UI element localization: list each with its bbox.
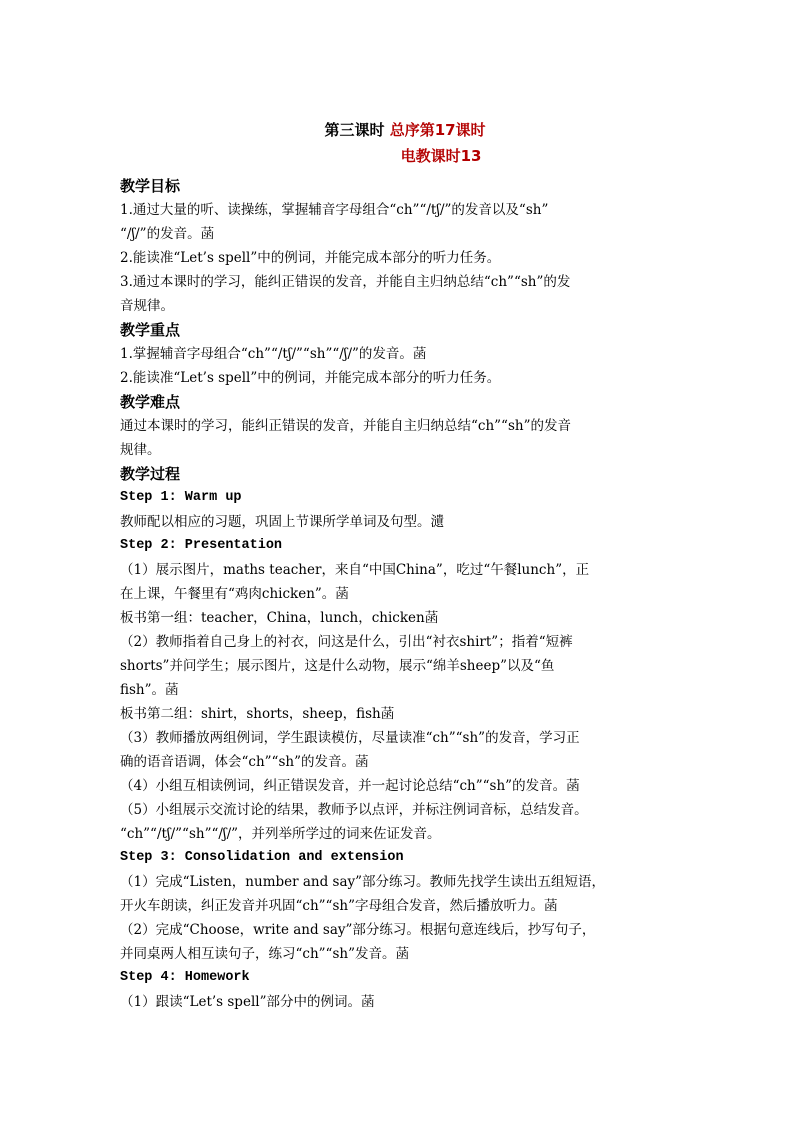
step-heading: Step 1: Warm up — [120, 490, 242, 505]
text-line: 通过本课时的学习，能纠正错误的发音，并能自主归纳总结“ch”“sh”的发音 — [120, 418, 571, 434]
text-line: （1）跟读“Let’s spell”部分中的例词。菡 — [120, 994, 375, 1010]
text-line: 在上课，午餐里有“鸡肉chicken”。菡 — [120, 586, 349, 602]
text-line: （2）完成“Choose，write and say”部分练习。根据句意连线后，抄写句子， — [120, 922, 596, 938]
text-line: （1）完成“Listen，number and say”部分练习。教师先找学生读出五组短语， — [120, 874, 606, 890]
text-line: 板书第二组：shirt，shorts，sheep，fish菡 — [120, 706, 395, 722]
text-line: 1.掌握辅音字母组合“ch”“/tʃ/”“sh”“/ʃ/”的发音。菡 — [120, 346, 427, 362]
text-line: 教师配以相应的习题，巩固上节课所学单词及句型。瀢 — [120, 514, 444, 530]
lesson-label: 第三课时 — [324, 121, 385, 139]
text-line: （1）展示图片，maths teacher，来自“中国China”，吃过“午餐lunch”，正 — [120, 562, 590, 578]
text-line: 1.通过大量的听、读操练，掌握辅音字母组合“ch”“/tʃ/”的发音以及“sh” — [120, 202, 549, 218]
text-line: （3）教师播放两组例词，学生跟读模仿，尽量读准“ch”“sh”的发音，学习正 — [120, 730, 580, 746]
step-heading: Step 4: Homework — [120, 970, 250, 985]
text-line: 2.能读准“Let’s spell”中的例词，并能完成本部分的听力任务。 — [120, 250, 501, 266]
text-line: （2）教师指着自己身上的衬衣，问这是什么，引出“衬衣shirt”；指着“短裤 — [120, 634, 573, 650]
text-line: 并同桌两人相互读句子，练习“ch”“sh”发音。菡 — [120, 946, 409, 962]
text-line: 板书第一组：teacher，China，lunch，chicken菡 — [120, 610, 439, 626]
text-line: 规律。 — [120, 442, 161, 458]
section-heading: 教学过程 — [120, 465, 181, 483]
step-heading: Step 3: Consolidation and extension — [120, 850, 404, 865]
media-lesson-label: 电教课时13 — [400, 147, 482, 165]
step-heading: Step 2: Presentation — [120, 538, 283, 553]
document-body — [120, 174, 680, 1014]
lesson-title — [0, 120, 794, 140]
text-line: “/ʃ/”的发音。菡 — [120, 226, 215, 242]
text-line: （5）小组展示交流讨论的结果，教师予以点评，并标注例词音标，总结发音。 — [120, 802, 588, 818]
text-line: 确的语音语调，体会“ch”“sh”的发音。菡 — [120, 754, 369, 770]
text-line: “ch”“/tʃ/”“sh”“/ʃ/”，并列举所学过的词来佐证发音。 — [120, 826, 441, 842]
text-line: 开火车朗读，纠正发音并巩固“ch”“sh”字母组合发音，然后播放听力。菡 — [120, 898, 558, 914]
text-line: fish”。菡 — [120, 682, 179, 698]
text-line: 2.能读准“Let’s spell”中的例词，并能完成本部分的听力任务。 — [120, 370, 501, 386]
text-line: shorts”并问学生；展示图片，这是什么动物，展示“绵羊sheep”以及“鱼 — [120, 658, 555, 674]
text-line: 音规律。 — [120, 298, 174, 314]
total-lesson-label: 总序第17课时 — [389, 121, 486, 139]
text-line: 3.通过本课时的学习，能纠正错误的发音，并能自主归纳总结“ch”“sh”的发 — [120, 274, 571, 290]
section-heading: 教学目标 — [120, 177, 181, 195]
section-heading: 教学难点 — [120, 393, 181, 411]
text-line: （4）小组互相读例词，纠正错误发音，并一起讨论总结“ch”“sh”的发音。菡 — [120, 778, 580, 794]
section-heading: 教学重点 — [120, 321, 181, 339]
